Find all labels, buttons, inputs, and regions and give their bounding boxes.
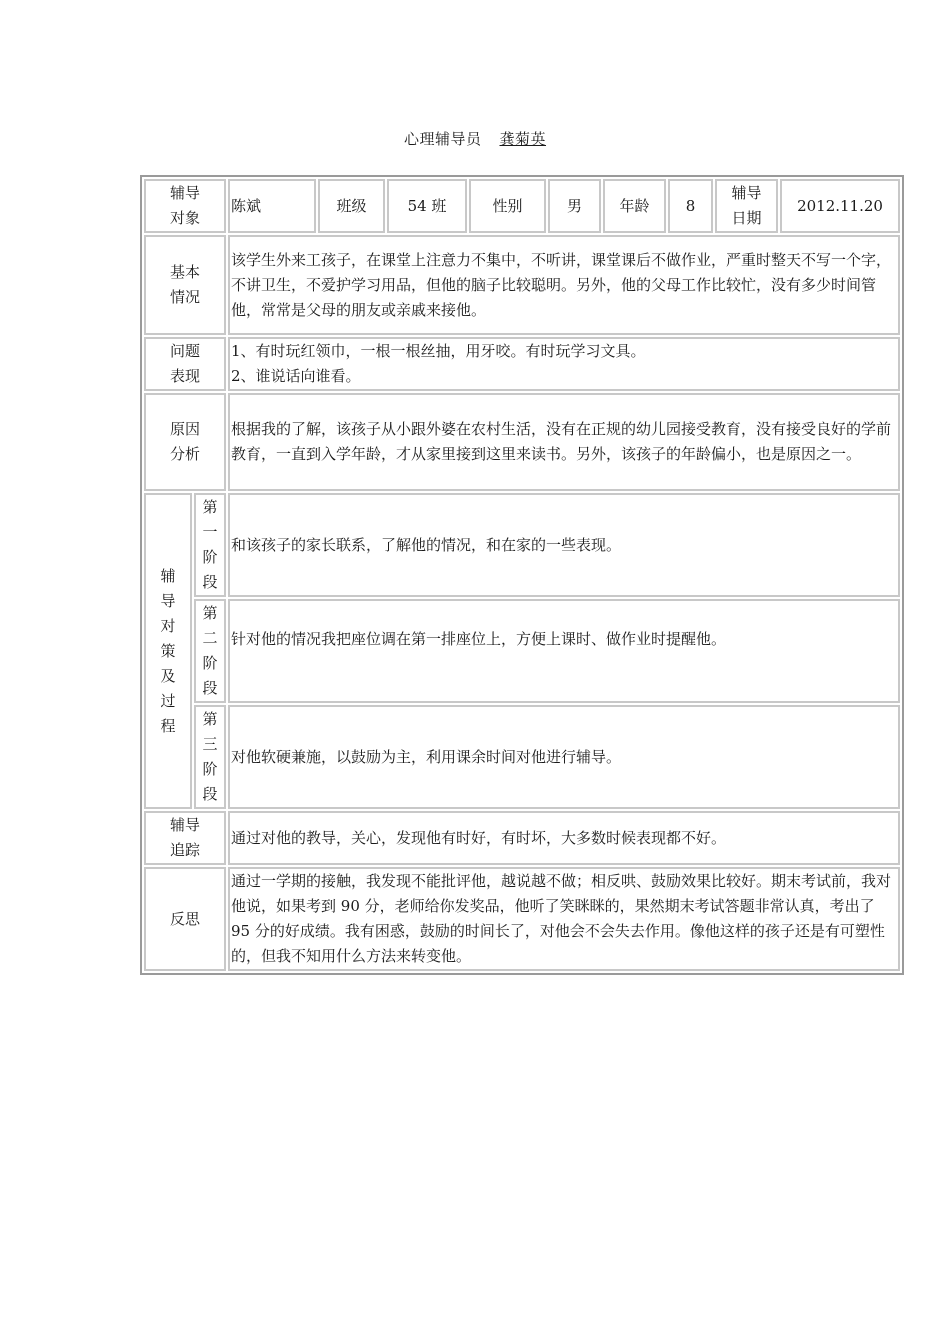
stage-label-char: 阶 [202, 548, 218, 566]
stage-label-char: 段 [202, 679, 218, 697]
tracking-label-cell [144, 811, 226, 865]
basic-label-line-2: 情况 [170, 288, 201, 306]
cause-text: 根据我的了解，该孩子从小跟外婆在农村生活，没有在正规的幼儿园接受教育，没有接受良好的学前教育，一直到入学年龄，才从家里接到这里来读书。另外，该孩子的年龄偏小，也是原因之一。 [228, 393, 900, 491]
page-title [0, 128, 950, 149]
cause-label-line-1: 原因 [170, 420, 201, 438]
stage-label-char: 阶 [202, 654, 218, 672]
problem-label-line-2: 表现 [170, 367, 201, 385]
tracking-text: 通过对他的教导，关心，发现他有时好，有时坏，大多数时候表现都不好。 [228, 811, 900, 865]
stage-3-label-cell [194, 705, 226, 809]
class-value: 54 班 [387, 179, 467, 233]
problem-row [144, 337, 900, 391]
stage-2-row [144, 599, 900, 703]
info-row [144, 179, 900, 233]
basic-row [144, 235, 900, 335]
basic-text: 该学生外来工孩子，在课堂上注意力不集中，不听讲，课堂课后不做作业，严重时整天不写一个字，不讲卫生，不爱护学习用品，但他的脑子比较聪明。另外，他的父母工作比较忙，没有多少时间管他，常常是父母的朋友或亲戚来接他。 [228, 235, 900, 335]
stage-2-text: 针对他的情况我把座位调在第一排座位上，方便上课时、做作业时提醒他。 [228, 599, 900, 703]
strategy-label-char: 导 [160, 591, 176, 610]
stage-3-text: 对他软硬兼施，以鼓励为主，利用课余时间对他进行辅导。 [228, 705, 900, 809]
stage-1-row [144, 493, 900, 597]
gender-value: 男 [548, 179, 601, 233]
stage-2-label-cell [194, 599, 226, 703]
stage-label-char: 一 [202, 523, 218, 541]
target-label-cell [144, 179, 226, 233]
reflection-label: 反思 [144, 867, 226, 971]
problem-label-cell [144, 337, 226, 391]
problem-label-line-1: 问题 [170, 342, 201, 360]
cause-row [144, 393, 900, 491]
stage-label-char: 阶 [202, 760, 218, 778]
strategy-label-char: 辅 [160, 566, 176, 585]
stage-label-char: 三 [202, 735, 218, 753]
stage-3-row [144, 705, 900, 809]
date-value: 2012.11.20 [780, 179, 900, 233]
stage-1-label-cell [194, 493, 226, 597]
tracking-label-line-2: 追踪 [170, 841, 201, 859]
target-label-line-2: 对象 [170, 209, 201, 227]
age-value: 8 [668, 179, 713, 233]
stage-1-text: 和该孩子的家长联系，了解他的情况，和在家的一些表现。 [228, 493, 900, 597]
stage-label-char: 第 [202, 710, 218, 728]
stage-label-char: 二 [202, 629, 218, 647]
basic-label-line-1: 基本 [170, 263, 201, 281]
strategy-label-char: 策 [160, 641, 176, 660]
stage-label-char: 第 [202, 498, 218, 516]
gender-label: 性别 [469, 179, 546, 233]
stage-label-char: 段 [202, 573, 218, 591]
stage-label-char: 段 [202, 785, 218, 803]
target-label-line-1: 辅导 [170, 184, 201, 202]
strategy-label-char: 过 [160, 691, 176, 710]
cause-label-line-2: 分析 [170, 445, 201, 463]
strategy-label-char: 及 [160, 666, 176, 685]
cause-label-cell [144, 393, 226, 491]
date-label-line-1: 辅导 [731, 184, 762, 202]
counselor-name: 龚菊英 [499, 130, 547, 148]
basic-label-cell [144, 235, 226, 335]
reflection-text: 通过一学期的接触，我发现不能批评他，越说越不做；相反哄、鼓励效果比较好。期末考试前，我对他说，如果考到 90 分，老师给你发奖品，他听了笑眯眯的，果然期末考试答题非常认真，考出了 95 分的好成绩。我有困惑，鼓励的时间长了，对他会不会失去作用。像他这样的孩子还是有可塑性的，但我不知用什么方法来转变他。 [228, 867, 900, 971]
age-label: 年龄 [603, 179, 666, 233]
strategy-label-char: 程 [160, 716, 176, 735]
stage-label-char: 第 [202, 604, 218, 622]
problem-text-cell [228, 337, 900, 391]
problem-line-2: 2、谁说话向谁看。 [231, 367, 361, 385]
reflection-row [144, 867, 900, 971]
class-label: 班级 [318, 179, 385, 233]
tracking-label-line-1: 辅导 [170, 816, 201, 834]
date-label-line-2: 日期 [731, 209, 762, 227]
date-label-cell [715, 179, 778, 233]
strategy-label-char: 对 [160, 616, 176, 635]
strategy-label-cell [144, 493, 192, 809]
target-value: 陈斌 [228, 179, 316, 233]
counselor-label: 心理辅导员 [403, 130, 482, 148]
problem-line-1: 1、有时玩红领巾，一根一根丝抽，用牙咬。有时玩学习文具。 [231, 342, 646, 360]
tracking-row [144, 811, 900, 865]
counseling-record-table [140, 175, 904, 975]
